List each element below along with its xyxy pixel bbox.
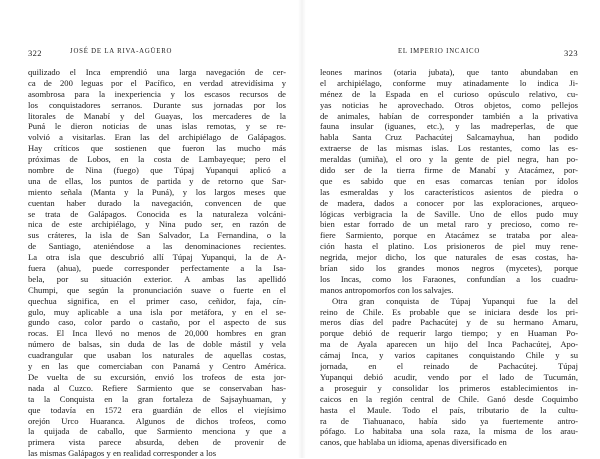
text-line: se trata de Galápagos. Conocida es la naturaleza volcáni- — [28, 208, 286, 219]
text-line: que todavía en 1572 era guardián de ellos el viejísimo — [28, 404, 286, 415]
text-line: litorales de Manabí y del Guayas, los mercaderes de la — [28, 110, 286, 121]
text-line: fauna insular (iguanes, etc.), y las madreperlas, de que — [320, 121, 578, 132]
text-line: ta la Conquista en la gran fortaleza de Sajsayhuaman, y — [28, 393, 286, 404]
text-line: reino de Chile. Es probable que se iniciara desde los pri- — [320, 306, 578, 317]
text-line: De vuelta de su excursión, envió los trofeos de esta jor- — [28, 371, 286, 382]
text-line: habla Santa Cruz Pachacútej Salcamayhua, han podido — [320, 132, 578, 143]
text-line: cuadrangular que usaban los naturales de aquellas costas, — [28, 350, 286, 361]
text-line: fiere Sarmiento, porque en Atacámez se trataba por alea- — [320, 230, 578, 241]
text-line: nombre de Nina (fuego) que Túpaj Yupanqui aplicó a — [28, 165, 286, 176]
text-line: Puná le dieron noticias de unas islas remotas, y se re- — [28, 121, 286, 132]
right-page — [320, 0, 578, 458]
text-line: cuentan haber durado la navegación, convencen de que — [28, 197, 286, 208]
text-line: orejón Urco Huaranca. Algunos de dichos trofeos, como — [28, 415, 286, 426]
text-line: las mismas Galápagos y en realidad corresponder a los — [28, 448, 217, 459]
text-line: negrida, mejor dicho, los que naturales de esas costas, ha- — [320, 252, 578, 263]
left-running-head: JOSÉ DE LA RIVA-AGÜERO — [70, 48, 173, 55]
text-line: canos, que hablaba un idioma, apenas diversificado en — [320, 437, 507, 448]
text-line: ca de 200 leguas por el Pacífico, en verdad atrevidísima y — [28, 77, 286, 88]
text-line: volvió a visitarlas. Eran las del archipiélago de Galápagos. — [28, 132, 286, 143]
right-page-body — [320, 67, 578, 448]
left-page-body — [28, 67, 286, 459]
text-line: una de ellas, los puntos de partida y de retorno que Sar- — [28, 175, 286, 186]
text-line: número de balsas, sin duda de las de doble mástil y vela — [28, 339, 286, 350]
text-line: ma de Ayala aparecen un hijo del Inca Pachacútej, Apo- — [320, 339, 578, 350]
text-line: bien estar forrado de un metal raro y precioso, como re- — [320, 219, 578, 230]
left-page-header — [28, 48, 286, 60]
text-line: La otra isla que descubrió allí Túpaj Yupanqui, la de A- — [28, 252, 286, 263]
text-line: cámaj Inca, y varios capitanes conquistando Chile y su — [320, 350, 578, 361]
text-line: caicos en la región central de Chile. Ganó desde Coquimbo — [320, 393, 578, 404]
text-line: meraldas (umiña), el oro y la gente de piel negra, han po- — [320, 154, 578, 165]
text-line: la quijada de caballo, que Sarmiento menciona y que a — [28, 426, 286, 437]
text-line: lógicas verbigracia la de Saville. Uno de ellos pudo muy — [320, 208, 578, 219]
text-line: hasta el Maule. Todo el país, tributario de la cultu- — [320, 404, 578, 415]
text-line: de madera, dados a conocer por las exploraciones, arqueo- — [320, 197, 578, 208]
text-line: Otra gran conquista de Túpaj Yupanqui fue la del — [332, 295, 578, 306]
text-line: pófago. Lo habitaba una sola raza, la misma de los arau- — [320, 426, 578, 437]
text-line: gundo caso, color pardo o castaño, por el aspecto de sus — [28, 317, 286, 328]
text-line: porque debió de requerir largo tiempo; y en Huaman Po- — [320, 328, 578, 339]
text-line: Yupanqui debió acudir, vendo por el lado de Tucumán, — [320, 371, 578, 382]
text-line: sus cráteres, la isla de San Salvador, La Fernandina, o la — [28, 230, 286, 241]
text-line: a proseguir y consolidar los primeros establecimientos in- — [320, 382, 578, 393]
text-line: el archipiélago, conforme muy atinadamente lo indica Ji- — [320, 77, 578, 88]
text-line: próximas de Lobos, en la costa de Lambayeque; pero el — [28, 154, 286, 165]
text-line: rocas. El Inca llevó no menos de 20,000 hombres en gran — [28, 328, 286, 339]
text-line: jornada, en el reinado de Pachacútej. Túpaj — [320, 361, 578, 372]
text-line: ción hasta el platino. Los prisioneros de piel muy rene- — [320, 241, 578, 252]
text-line: los conquistadores serranos. Durante sus jornadas por los — [28, 99, 286, 110]
right-running-head: EL IMPERIO INCAICO — [397, 48, 481, 55]
text-line: fuera (ahua), puede corresponder perfectamente a la Isa- — [28, 263, 286, 274]
text-line: dido ser de la tierra firme de Manabí y Atacámez, por- — [320, 165, 578, 176]
text-line: quilizado el Inca emprendió una larga navegación de cer- — [28, 67, 286, 77]
book-gutter — [298, 0, 306, 458]
text-line: ra de Tiahuanaco, había sido ya fuertemente antro- — [320, 415, 578, 426]
text-line: los Incas, como los Faraones, confundían a los cuadru- — [320, 273, 578, 284]
text-line: Chumpi, que según la pronunciación suave o fuerte en el — [28, 284, 286, 295]
text-line: manos antropomorfos con los salvajes. — [320, 284, 454, 295]
text-line: yas noticias he aprovechado. Otros objetos, como pellejos — [320, 99, 578, 110]
text-line: Hay críticos que sostienen que fueron las mucho más — [28, 143, 286, 154]
text-line: leones marinos (otaria jubata), que tanto abundaban en — [320, 67, 578, 77]
text-line: las esmeraldas y los característicos asientos de piedra o — [320, 186, 578, 197]
text-line: primera vista parece absurda, deben de provenir de — [28, 437, 286, 448]
text-line: extraerse de las mismas islas. Los restantes, como las es- — [320, 143, 578, 154]
left-page — [28, 0, 286, 458]
left-page-number: 322 — [28, 48, 42, 58]
text-line: gulo, muy aplicable a una isla por metáfora, y en el se- — [28, 306, 286, 317]
text-line: brían sido los grandes monos negros (mycetes), porque — [320, 263, 578, 274]
right-page-header — [320, 48, 578, 60]
text-line: bela, por su situación exterior. A ambas las apellidó — [28, 273, 286, 284]
text-line: quechua significa, en el primer caso, ceñidor, faja, cín- — [28, 295, 286, 306]
text-line: ménez de la Espada en el curioso opúsculo relativo, cu- — [320, 88, 578, 99]
text-line: nada al Cuzco. Refiere Sarmiento que se conservaban has- — [28, 382, 286, 393]
right-page-number: 323 — [564, 48, 578, 58]
text-line: asombrosa para la inexperiencia y los escasos recursos de — [28, 88, 286, 99]
text-line: meros días del padre Pachacútej y de su hermano Amaru, — [320, 317, 578, 328]
text-line: nica de este archipiélago, y Nina pudo ser, en razón de — [28, 219, 286, 230]
text-line: miento señala (Manta y la Puná), y los largos meses que — [28, 186, 286, 197]
text-line: de Santiago, ateniéndose a las denominaciones recientes. — [28, 241, 286, 252]
text-line: que es sabido que en esas comarcas tenían por ídolos — [320, 175, 578, 186]
text-line: de animales, habían de corresponder también a la privativa — [320, 110, 578, 121]
text-line: y en las que comerciaban con Panamá y Centro América. — [28, 361, 286, 372]
